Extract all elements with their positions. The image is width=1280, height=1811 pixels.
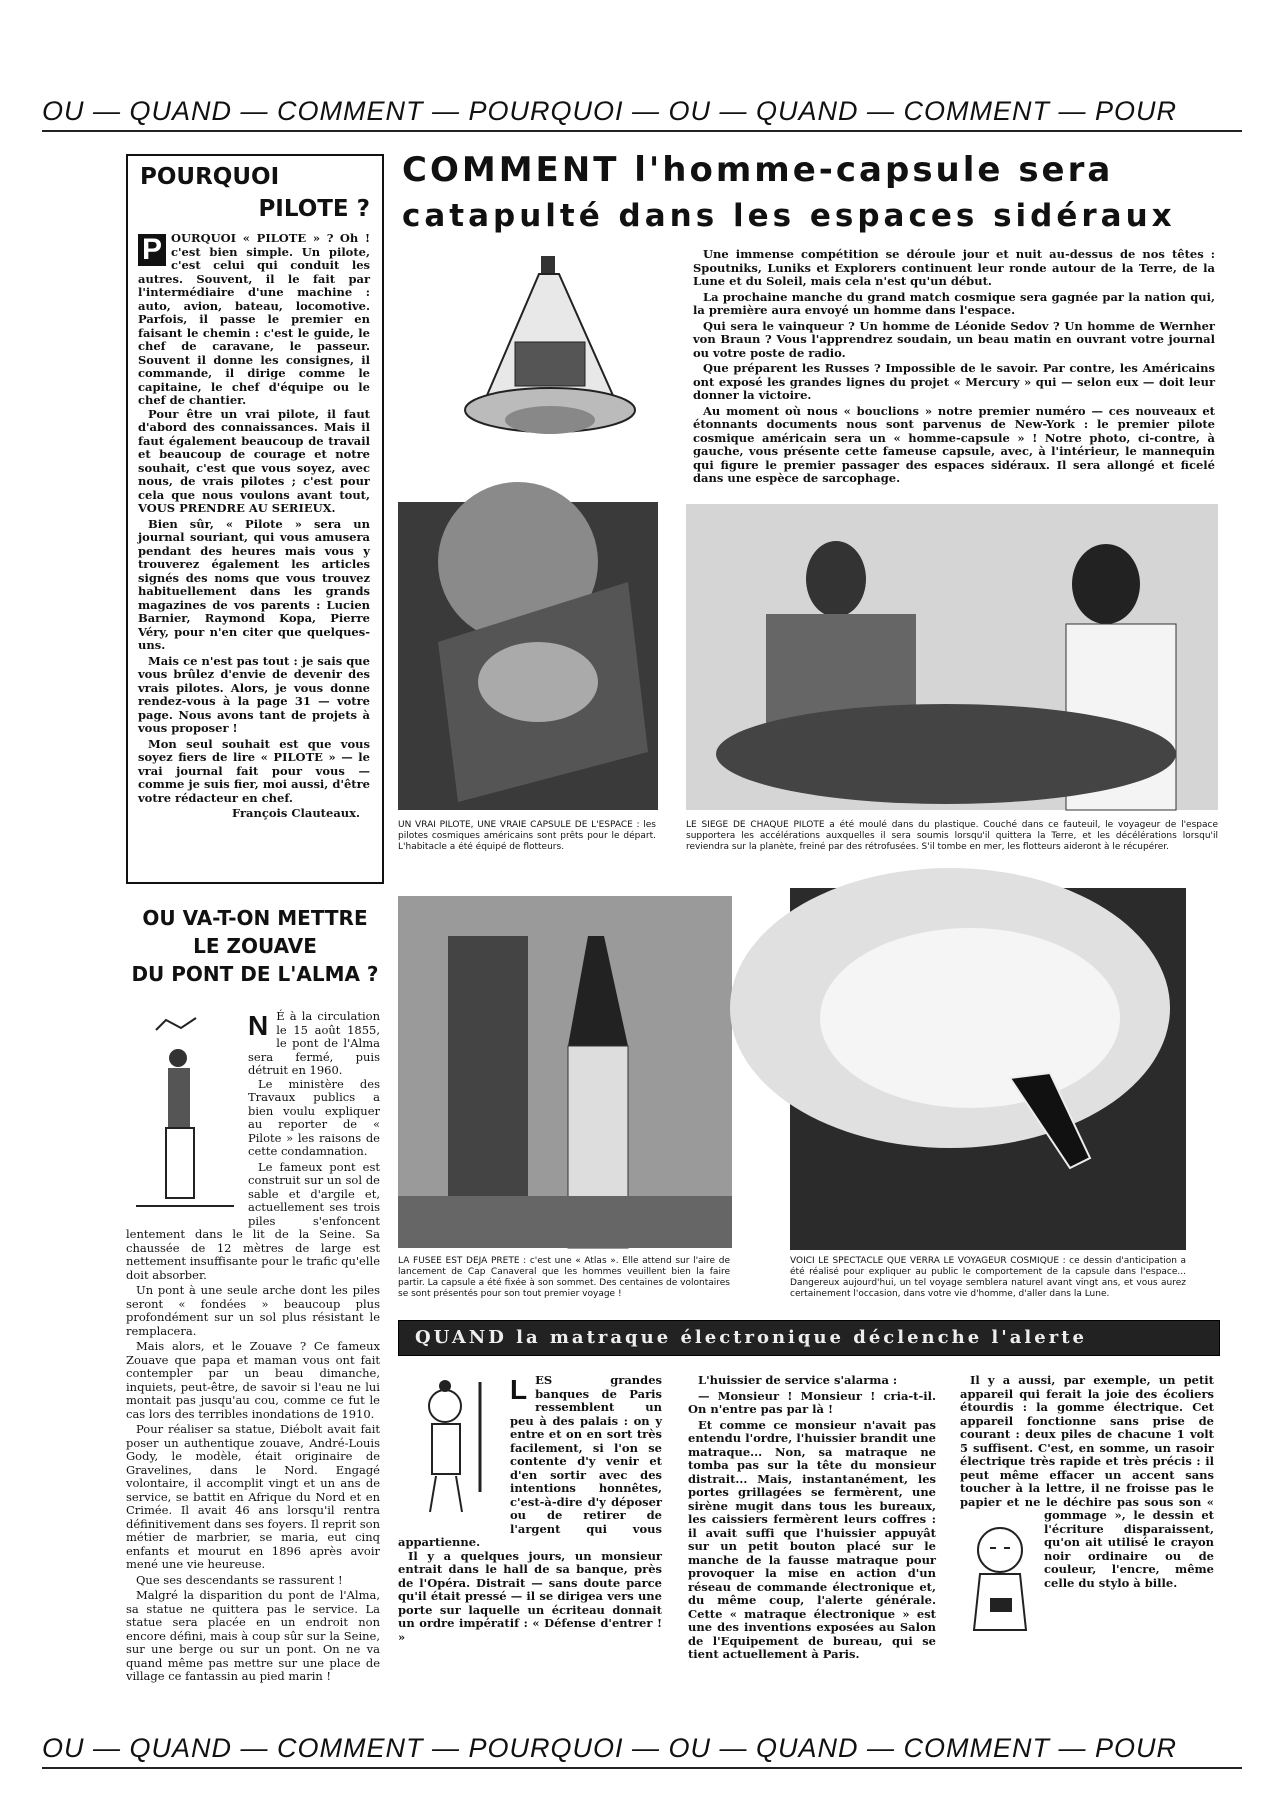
comment-body (693, 247, 1215, 485)
photo-pilot-capsule (398, 502, 658, 810)
pourquoi-body (138, 232, 370, 872)
pourquoi-signature: François Clauteaux. (232, 806, 360, 820)
quand-paragraph: Il y a quelques jours, un monsieur entrait dans le hall de sa banque, près de l'Opéra. Distrait — sans doute parce qu'il était pressé — il se dirigea vers une porte sur laquelle un écriteau donnait un ordre impératif : « Défense d'entrer ! » (398, 1548, 662, 1644)
pourquoi-title-1: POURQUOI (140, 164, 280, 190)
zouave-headline-3: DU PONT DE L'ALMA ? (131, 962, 379, 986)
zouave-paragraph: Pour réaliser sa statue, Diébolt avait fait poser un authentique zouave, André-Louis Gody, le modèle, était originaire de Gravelines, dans le Nord. Engagé volontaire, il accomplit vingt et un ans de service, se battit en Afrique du Nord et en Crimée. Il avait 46 ans lorsqu'il rentra définitivement dans ses foyers. Il reprit son métier de marbrier, se maria, eut cinq enfants et mourut en 1896 après avoir mené une vie heureuse. (126, 1422, 380, 1571)
quand-paragraph: ES grandes banques de Paris ressemblent un peu à des palais : on y entre et on en sort très facilement, si l'on se contente d'y venir et d'en sortir avec des intentions honnêtes, c'est-à-dire d'y déposer ou de retirer de l'argent qui vous appartienne. (398, 1373, 662, 1549)
zouave-body (126, 1009, 380, 1683)
quand-col-2 (688, 1374, 936, 1674)
photo-pilot-seat (686, 504, 1218, 810)
zouave-dropcap: N (248, 1010, 269, 1041)
quand-paragraph: Il y a aussi, par exemple, un petit appareil qui ferait la joie des écoliers étourdis : la gomme électrique. Cet appareil fonctionne sans prise de courant : deux piles de chacune 1 volt 5 suffisent. C'est, en somme, un rasoir électrique très rapide et très précis : il peut même effacer un accent sans toucher à la lettre, il ne froisse pas le papier et ne le déchire pas sous son « gommage », le dessin et l'écriture disparaissent, qu'on ait utilisé le crayon noir ordinaire ou de couleur, l'encre, même celle du stylo à bille. (960, 1373, 1214, 1590)
quand-paragraph: Et comme ce monsieur n'avait pas entendu l'ordre, l'huissier brandit une matraque... Non, sa matraque ne tomba pas sur la tête du monsieur distrait... Mais, instantanément, les portes grillagées se fermèrent, une sirène mugit dans tous les bureaux, les caissiers fermèrent leurs coffres : il avait suffi que l'huissier appuyât sur un petit bouton placé sur le manche de la fausse matraque pour provoquer la mise en action d'un réseau de commande électronique et, du même coup, l'alerte générale. Cette « matraque électronique » est une des inventions exposées au Salon de l'Equipement de bureau, qui se tient actuellement à Paris. (688, 1417, 936, 1661)
zouave-paragraph: Malgré la disparition du pont de l'Alma, sa statue ne quittera pas le service. La statue sera placée en un endroit non encore défini, mais à coup sûr sur la Seine, sur une berge ou sur un pont. On ne va quand même pas mettre sur une place de village ce fantassin au pied marin ! (126, 1588, 380, 1683)
pourquoi-box (126, 154, 384, 884)
comment-paragraph: La prochaine manche du grand match cosmique sera gagnée par la nation qui, la première aura envoyé un homme dans l'espace. (693, 289, 1215, 317)
zouave-paragraph: Que ses descendants se rassurent ! (136, 1572, 343, 1587)
caption-pilot-seat: LE SIEGE DE CHAQUE PILOTE a été moulé dans du plastique. Couché dans ce fauteuil, le voyageur de l'espace supportera les accélérations auxquelles il sera soumis lorsqu'il quittera la Terre, et les décélérations lorsqu'il reviendra sur la planète, freiné par des rétrofusées. S'il tombe en mer, les flotteurs aideront à le récupérer. (686, 820, 1218, 852)
pourquoi-lead: OURQUOI « PILOTE » ? (171, 231, 334, 245)
zouave-paragraph: Le fameux pont est construit sur un sol de sable et d'argile et, actuellement ses trois piles s'enfoncent lentement dans le lit de la Seine. Sa chaussée de 12 mètres de large est nettement insuffisante pour le trafic qu'elle doit absorber. (126, 1159, 380, 1282)
zouave-headline-1: OU VA-T-ON METTRE (142, 906, 368, 930)
pourquoi-paragraph: Oh ! c'est bien simple. Un pilote, c'est celui qui conduit les autres. Souvent, il le fait par l'intermédiaire d'une machine : auto, avion, bateau, locomotive. Parfois, il passe le premier en faisant le chemin : c'est le guide, le chef de caravane, le passeur. Souvent il donne les consignes, il commande, il dirige comme le capitaine, le chef d'équipe ou le chef de chantier. (138, 231, 370, 407)
quand-paragraph: — Monsieur ! Monsieur ! cria-t-il. On n'entre pas par là ! (688, 1388, 936, 1416)
quand-col-1 (398, 1374, 662, 1674)
quand-col-3 (960, 1374, 1214, 1674)
pourquoi-paragraph: Bien sûr, « Pilote » sera un journal souriant, qui vous amusera pendant des heures mais vous y trouverez également les articles signés des noms que vous trouvez habituellement dans les grands magazines de vos parents : Lucien Barnier, Raymond Kopa, Pierre Véry, pour n'en citer que quelques-uns. (138, 516, 370, 652)
quand-paragraph: L'huissier de service s'alarma : (698, 1373, 898, 1387)
pourquoi-dropcap: P (138, 234, 166, 266)
pourquoi-paragraph: Mon seul souhait est que vous soyez fiers de lire « PILOTE » — le vrai journal fait pour vous — comme je suis fier, moi aussi, d'être votre rédacteur en chef. (138, 736, 370, 805)
pourquoi-paragraph: Pour être un vrai pilote, il faut d'abord des connaissances. Mais il faut également beaucoup de travail et beaucoup de courage et notre souhait, c'est que vous soyez, avec nous, de vrais pilotes ; c'est pour cela que nous voulons avant tout, VOUS PRENDRE AU SERIEUX. (138, 406, 370, 515)
quand-headline-bar (398, 1320, 1220, 1356)
bottom-banner: OU — QUAND — COMMENT — POURQUOI — OU — QUAND — COMMENT — POUR (42, 1733, 1242, 1769)
zouave-paragraph: Un pont à une seule arche dont les piles seront « fondées » beaucoup plus profondément sur un sol plus résistant le remplacera. (126, 1283, 380, 1338)
comment-paragraph: Que préparent les Russes ? Impossible de le savoir. Par contre, les Américains ont exposé les grandes lignes du projet « Mercury » qui — selon eux — doit leur donner la victoire. (693, 361, 1215, 402)
zouave-headline-2: LE ZOUAVE (193, 934, 317, 958)
quand-headline: QUAND la matraque électronique déclenche l'alerte (415, 1327, 1087, 1348)
comment-headline-1: COMMENT l'homme-capsule sera (402, 150, 1114, 190)
comment-paragraph: Au moment où nous « bouclions » notre premier numéro — ces nouveaux et étonnants documents nous sont parvenus de New-York : le premier pilote cosmique américain sera un « homme-capsule » ! Notre photo, ci-contre, à gauche, vous présente cette fameuse capsule, avec, à l'intérieur, le mannequin qui figure le premier passager des espaces sidéraux. Il sera allongé et ficelé dans une espèce de sarcophage. (693, 403, 1215, 485)
photo-atlas-rocket (398, 896, 732, 1248)
comment-headline-2: catapulté dans les espaces sidéraux (402, 198, 1176, 234)
quand-dropcap: L (510, 1374, 528, 1405)
top-banner: OU — QUAND — COMMENT — POURQUOI — OU — QUAND — COMMENT — POUR (42, 96, 1242, 132)
comment-paragraph: Qui sera le vainqueur ? Un homme de Léonide Sedov ? Un homme de Wernher von Braun ? Vous l'apprendrez soudain, un beau matin en ouvrant votre journal ou votre poste de radio. (693, 318, 1215, 360)
zouave-paragraph: Le ministère des Travaux publics a bien voulu expliquer au reporter de « Pilote » les raisons de cette condamnation. (248, 1076, 380, 1158)
caption-pilot-capsule: UN VRAI PILOTE, UNE VRAIE CAPSULE DE L'ESPACE : les pilotes cosmiques américains sont prêts pour le départ. L'habitacle a été équipé de flotteurs. (398, 820, 656, 852)
pourquoi-title-2: PILOTE ? (258, 196, 370, 222)
zouave-paragraph: É à la circulation le 15 août 1855, le pont de l'Alma sera fermé, puis détruit en 1960. (248, 1009, 380, 1077)
comment-paragraph: Une immense compétition se déroule jour et nuit au-dessus de nos têtes : Spoutniks, Luniks et Explorers continuent leur ronde autour de la Terre, de la Lune et du Soleil, mais cela n'est qu'un début. (693, 247, 1215, 288)
zouave-paragraph: Mais alors, et le Zouave ? Ce fameux Zouave que papa et maman vous ont fait contempler par un beau dimanche, inquiets, peut-être, de savoir si l'eau ne lui montait pas jusqu'au cou, comme ce fut le cas lors des terribles inondations de 1910. (126, 1339, 380, 1421)
photo-space-view (790, 888, 1186, 1250)
capsule-illustration (455, 250, 655, 450)
pourquoi-paragraph: Mais ce n'est pas tout : je sais que vous brûlez d'envie de devenir des vrais pilotes. Alors, je vous donne rendez-vous à la page 31 — votre page. Nous avons tant de projets à vous proposer ! (138, 653, 370, 735)
caption-atlas-rocket: LA FUSEE EST DEJA PRETE : c'est une « Atlas ». Elle attend sur l'aire de lancement de Cap Canaveral que les hommes veuillent bien la faire partir. La capsule a été fixée à son sommet. Des centaines de volontaires se sont présentés pour son tout premier voyage ! (398, 1256, 730, 1299)
caption-space-view: VOICI LE SPECTACLE QUE VERRA LE VOYAGEUR COSMIQUE : ce dessin d'anticipation a été réalisé pour expliquer au public le comportement de la capsule dans l'espace... Dangereux aujourd'hui, un tel voyage semblera naturel avant vingt ans, et vous aurez certainement l'occasion, dans votre vie d'homme, d'aller dans la Lune. (790, 1256, 1186, 1299)
